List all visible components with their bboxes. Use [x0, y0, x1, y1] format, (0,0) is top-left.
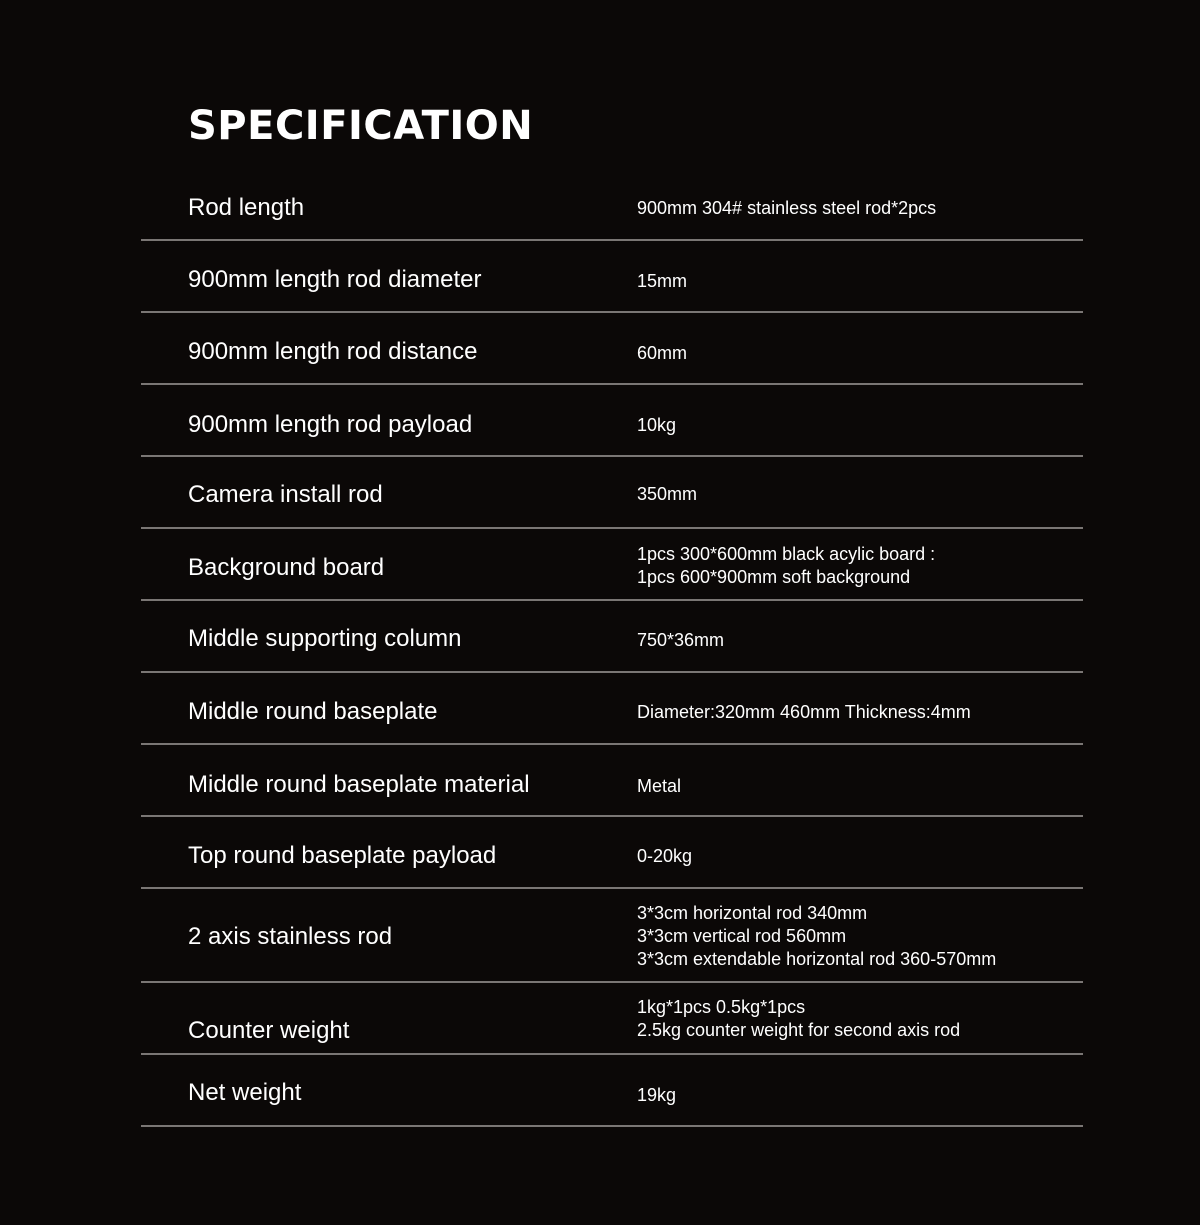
- spec-row: [141, 457, 1083, 529]
- spec-value-line: 15mm: [637, 271, 688, 291]
- spec-value: [637, 902, 996, 971]
- spec-label: Net weight: [188, 1079, 302, 1106]
- spec-table: [141, 169, 1083, 1127]
- spec-row: [141, 529, 1083, 601]
- spec-label: 2 axis stainless rod: [188, 923, 393, 950]
- spec-value-line: 900mm 304# stainless steel rod*2pcs: [637, 198, 937, 218]
- spec-row: [141, 673, 1083, 745]
- spec-value-line: 750*36mm: [637, 630, 725, 650]
- spec-value: [637, 996, 960, 1042]
- spec-label: 900mm length rod payload: [188, 411, 473, 438]
- spec-label: 900mm length rod distance: [188, 338, 478, 365]
- spec-row: [141, 241, 1083, 313]
- spec-row: [141, 313, 1083, 385]
- spec-label: Background board: [188, 554, 385, 581]
- spec-value-line: 3*3cm vertical rod 560mm: [637, 926, 847, 946]
- spec-row: [141, 817, 1083, 889]
- spec-value-line: 0-20kg: [637, 846, 693, 866]
- spec-value-line: 10kg: [637, 415, 677, 435]
- spec-value: [637, 414, 676, 437]
- spec-value-line: Metal: [637, 776, 682, 796]
- spec-label: Camera install rod: [188, 481, 383, 508]
- spec-value-line: 1pcs 600*900mm soft background: [637, 567, 911, 587]
- spec-label: Top round baseplate payload: [188, 842, 497, 869]
- spec-value: [637, 845, 692, 868]
- spec-value-line: 60mm: [637, 343, 688, 363]
- spec-value-line: 19kg: [637, 1085, 677, 1105]
- spec-value-line: 1pcs 300*600mm black acylic board :: [637, 544, 936, 564]
- spec-label: Middle round baseplate material: [188, 771, 530, 798]
- spec-row: [141, 385, 1083, 457]
- spec-label: Middle round baseplate: [188, 698, 438, 725]
- spec-value: [637, 543, 935, 589]
- spec-value-line: Diameter:320mm 460mm Thickness:4mm: [637, 702, 971, 722]
- spec-value-line: 3*3cm horizontal rod 340mm: [637, 903, 868, 923]
- spec-label: 900mm length rod diameter: [188, 266, 482, 293]
- spec-row: [141, 169, 1083, 241]
- spec-row: [141, 983, 1083, 1055]
- spec-row: [141, 745, 1083, 817]
- spec-value: [637, 197, 936, 220]
- spec-value-line: 1kg*1pcs 0.5kg*1pcs: [637, 997, 806, 1017]
- page-title: SPECIFICATION: [188, 103, 534, 149]
- spec-value-line: 2.5kg counter weight for second axis rod: [637, 1020, 961, 1040]
- spec-row: [141, 889, 1083, 983]
- spec-label: Middle supporting column: [188, 625, 462, 652]
- spec-value: [637, 701, 971, 724]
- spec-row: [141, 601, 1083, 673]
- spec-label: Counter weight: [188, 1017, 350, 1044]
- spec-value: [637, 270, 687, 293]
- spec-value-line: 3*3cm extendable horizontal rod 360-570mm: [637, 949, 997, 969]
- spec-value: [637, 342, 687, 365]
- spec-value: [637, 629, 724, 652]
- spec-value: [637, 483, 697, 506]
- spec-row: [141, 1055, 1083, 1127]
- spec-label: Rod length: [188, 194, 305, 221]
- spec-value-line: 350mm: [637, 484, 698, 504]
- spec-value: [637, 1084, 676, 1107]
- spec-value: [637, 775, 681, 798]
